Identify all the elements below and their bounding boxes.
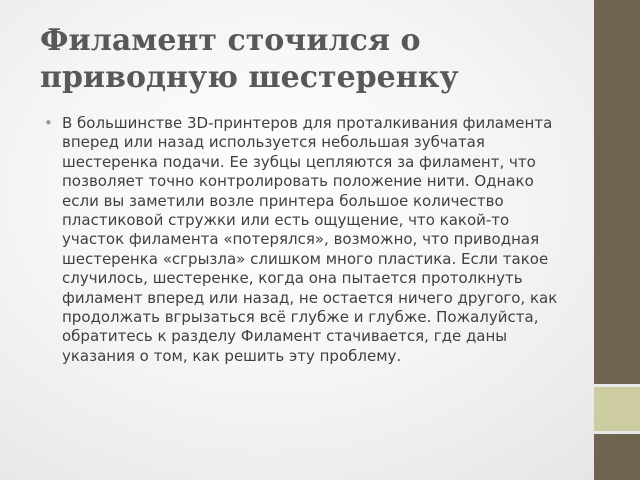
side-bar-bottom-panel (594, 434, 640, 480)
decorative-side-bar (594, 0, 640, 480)
bullet-icon: • (44, 114, 53, 132)
side-bar-accent-panel (594, 387, 640, 431)
slide-title: Филамент сточился о приводную шестеренку (40, 23, 459, 95)
slide-content (44, 114, 572, 366)
bullet-text: В большинстве 3D-принтеров для проталкивания филамента вперед или назад используется небольшая зубчатая шестеренка подачи. Ее зубцы цепляются за филамент, что позволяет точно контролировать положение нити. Однако если вы заметили возле принтера большое количество пластиковой стружки или есть ощущение, что какой-то участок филамента «потерялся», возможно, что приводная шестеренка «сгрызла» слишком много пластика. Если такое случилось, шестеренке, когда она пытается протолкнуть филамент вперед или назад, не остается ничего другого, как продолжать вгрызаться всё глубже и глубже. Пожалуйста, обратитесь к разделу Филамент стачивается, где даны указания о том, как решить эту проблему. (62, 114, 558, 365)
bullet-item (44, 114, 572, 366)
side-bar-top-panel (594, 0, 640, 384)
